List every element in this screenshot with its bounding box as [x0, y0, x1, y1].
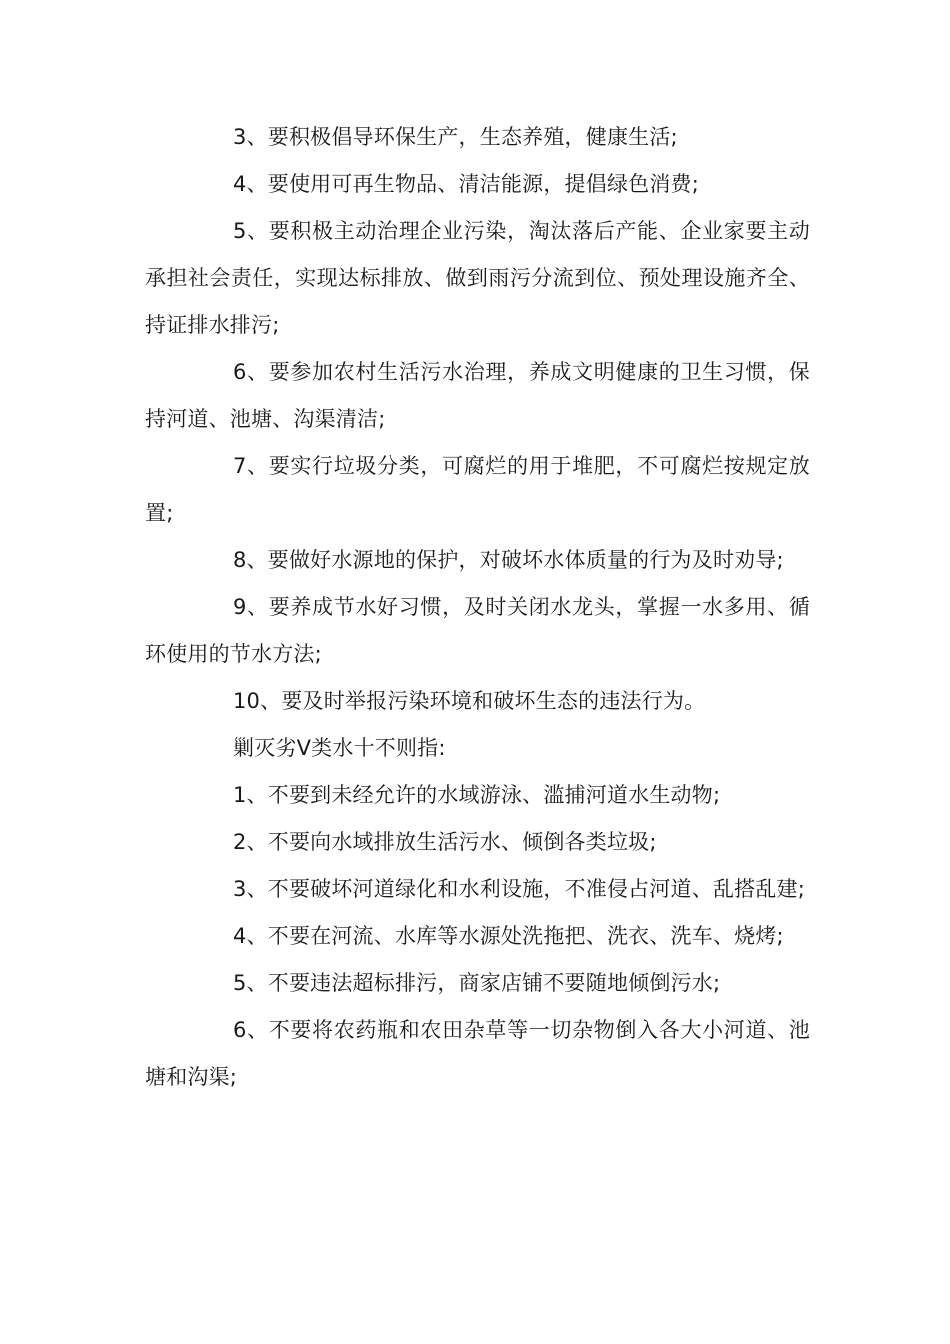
section-heading: 剿灭劣Ⅴ类水十不则指:	[233, 736, 446, 760]
paragraph-item-8-water-source: 8、要做好水源地的保护，对破坏水体质量的行为及时劝导;	[233, 548, 784, 572]
paragraph-item-10-report: 10、要及时举报污染环境和破坏生态的违法行为。	[233, 689, 706, 713]
paragraph-rule-4: 4、不要在河流、水库等水源处洗拖把、洗衣、洗车、烧烤;	[233, 924, 784, 948]
paragraph-item-4-renewable: 4、要使用可再生物品、清洁能源，提倡绿色消费;	[233, 172, 700, 196]
paragraph-item-9-water-saving: 9、要养成节水好习惯，及时关闭水龙头，掌握一水多用、循环使用的节水方法;	[145, 595, 810, 666]
paragraph-rule-3: 3、不要破坏河道绿化和水利设施，不准侵占河道、乱搭乱建;	[233, 877, 806, 901]
paragraph-item-7-garbage: 7、要实行垃圾分类，可腐烂的用于堆肥，不可腐烂按规定放置;	[145, 454, 810, 525]
paragraph-rule-6: 6、不要将农药瓶和农田杂草等一切杂物倒入各大小河道、池塘和沟渠;	[145, 1018, 810, 1089]
paragraph-rule-5: 5、不要违法超标排污，商家店铺不要随地倾倒污水;	[233, 971, 721, 995]
paragraph-rule-2: 2、不要向水域排放生活污水、倾倒各类垃圾;	[233, 830, 657, 854]
paragraph-rule-1: 1、不要到未经允许的水域游泳、滥捕河道水生动物;	[233, 783, 721, 807]
document-body	[145, 114, 810, 1101]
paragraph-item-6-rural-sewage: 6、要参加农村生活污水治理，养成文明健康的卫生习惯，保持河道、池塘、沟渠清洁;	[145, 360, 810, 431]
paragraph-item-5-enterprise: 5、要积极主动治理企业污染，淘汰落后产能、企业家要主动承担社会责任，实现达标排放、做到雨污分流到位、预处理设施齐全、持证排水排污;	[145, 219, 810, 337]
paragraph-item-3-promote: 3、要积极倡导环保生产，生态养殖，健康生活;	[233, 125, 678, 149]
